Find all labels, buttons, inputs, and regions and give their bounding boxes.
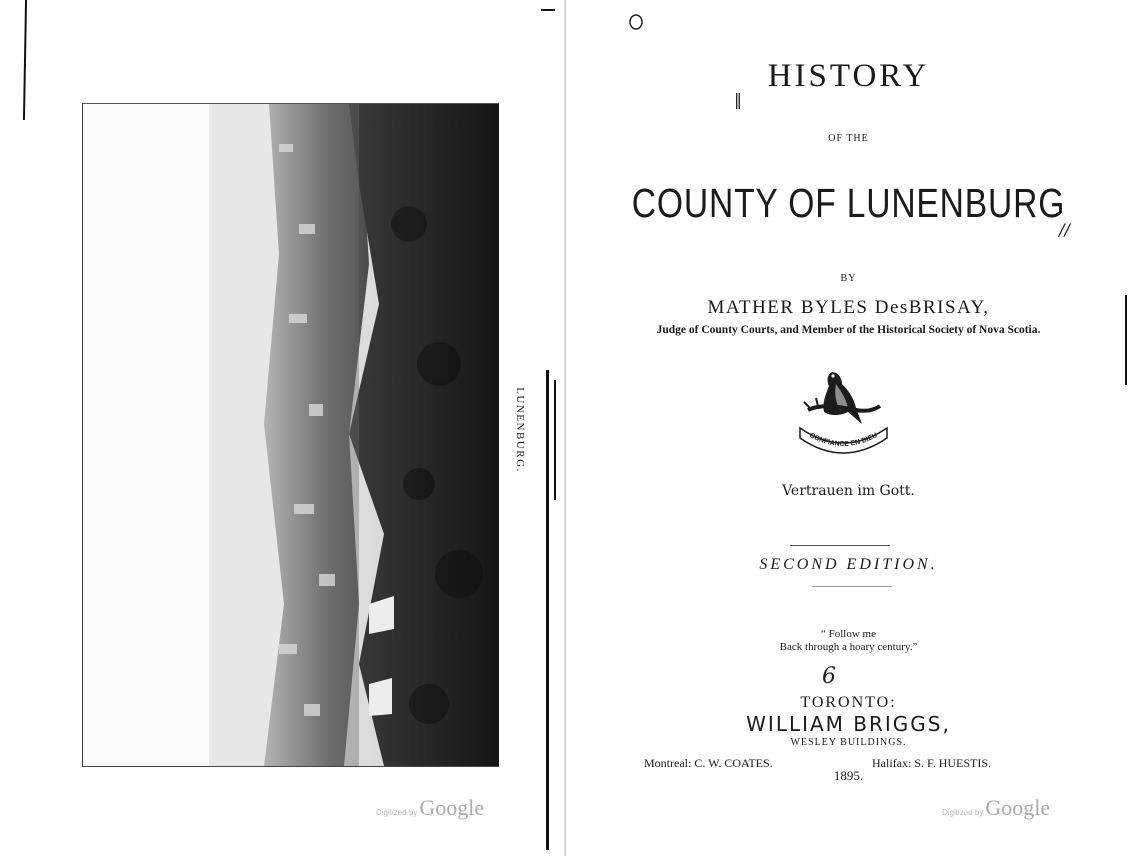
- divider-rule: [790, 545, 890, 546]
- scan-edge-mark: [541, 9, 555, 11]
- scan-edge-mark: [23, 0, 27, 120]
- publisher-city: TORONTO:: [800, 694, 897, 711]
- epigraph-line-2: Back through a hoary century.”: [779, 641, 918, 653]
- heraldic-crest-icon: [796, 364, 891, 464]
- agent-montreal: Montreal: C. W. COATES.: [644, 756, 773, 770]
- google-watermark: Digitized byGoogle: [376, 795, 485, 820]
- author-name: MATHER BYLES DesBRISAY,: [707, 297, 990, 318]
- landscape-photograph: [209, 104, 499, 766]
- agent-halifax: Halifax: S. F. HUESTIS.: [872, 756, 992, 770]
- handwritten-mark: //: [1059, 220, 1070, 239]
- frontispiece-plate: [82, 103, 499, 767]
- scan-edge-mark: [554, 380, 556, 500]
- publication-year: 1895.: [833, 768, 864, 783]
- title-line-of-the: OF THE: [828, 133, 869, 144]
- google-watermark: Digitized byGoogle: [942, 795, 1051, 820]
- epigraph-line-1: “ Follow me: [821, 628, 876, 640]
- scan-edge-mark: [546, 370, 549, 850]
- publisher-address: WESLEY BUILDINGS.: [790, 737, 907, 748]
- by-label: BY: [840, 273, 857, 284]
- handwritten-number-mark: 6: [822, 664, 836, 689]
- svg-text:CONFIANCE EN DIEU: CONFIANCE EN DIEU: [808, 431, 879, 449]
- scan-edge-mark: [1125, 295, 1127, 385]
- title-line-county: COUNTY OF LUNENBURG: [631, 180, 1066, 226]
- title-page: [566, 0, 1131, 856]
- edition: SECOND EDITION.: [759, 556, 938, 573]
- handwritten-circle-mark: [626, 12, 646, 32]
- motto: Vertrauen im Gott.: [782, 483, 915, 499]
- author-description: Judge of County Courts, and Member of the Historical Society of Nova Scotia.: [656, 324, 1041, 336]
- divider-rule: [812, 586, 892, 587]
- title-line-history: HISTORY: [767, 58, 930, 94]
- handwritten-mark: ‖: [734, 90, 742, 109]
- publisher-name: WILLIAM BRIGGS,: [746, 712, 951, 736]
- left-page: LUNENBURG. Digitized byGoogle: [0, 0, 565, 856]
